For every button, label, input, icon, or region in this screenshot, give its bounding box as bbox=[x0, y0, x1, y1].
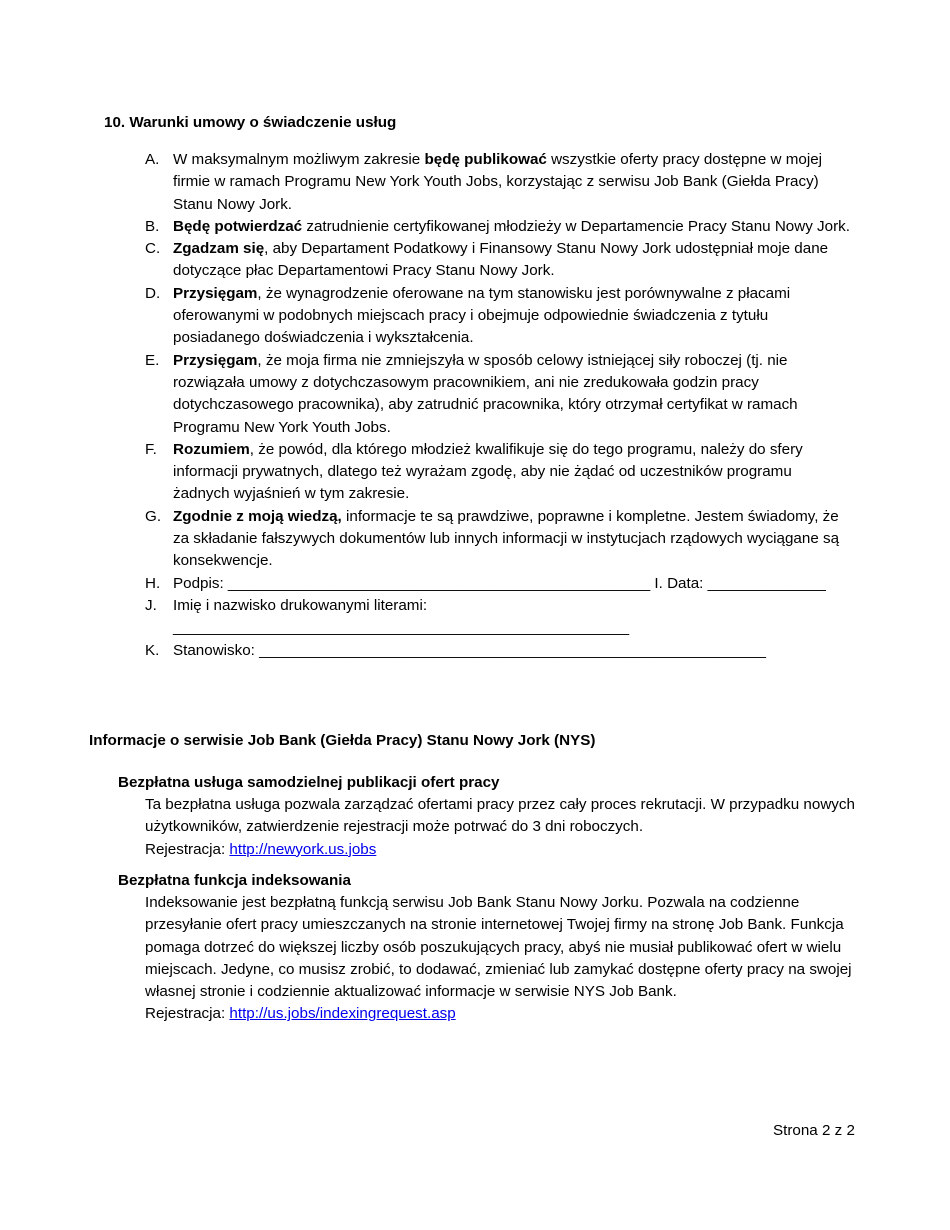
posting-heading: Bezpłatna usługa samodzielnej publikacji ofert pracy bbox=[118, 774, 500, 791]
posting-body: Ta bezpłatna usługa pozwala zarządzać ofertami pracy przez cały proces rekrutacji. W przypadku nowych użytkowników, zatwierdzenie rejestracji może potrwać do 3 dni roboczych. Rejestracja: http://newyork.us.jobs bbox=[145, 796, 855, 858]
terms-list bbox=[145, 149, 850, 662]
indexing-block bbox=[118, 870, 858, 1026]
printed-name-line: ______________________________________________________ bbox=[173, 619, 630, 637]
term-item-e: E. Przysięgam, że moja firma nie zmniejszyła w sposób celowy istniejącej siły roboczej (tj. nie rozwiązała umowy z dotychczasowym pracownikiem, ani nie zredukowała godzin pracy dotychczasowego pracownika), aby zatrudnić pracownika, który otrzymał certyfikat w ramach Programu New York Youth Jobs. bbox=[145, 351, 798, 436]
indexing-heading: Bezpłatna funkcja indeksowania bbox=[118, 872, 351, 889]
signature-date-field[interactable]: H. Podpis: __________________________________________________ I. Data: ______________ bbox=[145, 574, 826, 592]
indexing-link[interactable]: http://us.jobs/indexingrequest.asp bbox=[229, 1005, 456, 1023]
printed-name-field[interactable]: J. Imię i nazwisko drukowanymi literami: ______________________________________________________ bbox=[145, 596, 630, 637]
position-field[interactable]: K. Stanowisko: ____________________________________________________________ bbox=[145, 641, 766, 659]
term-item-c: C. Zgadzam się, aby Departament Podatkowy i Finansowy Stanu Nowy Jork udostępniał moje dane dotyczące płac Departamentowi Pracy Stanu Nowy Jork. bbox=[145, 240, 829, 280]
info-title: Informacje o serwisie Job Bank (Giełda Pracy) Stanu Nowy Jork (NYS) bbox=[89, 732, 596, 749]
posting-block bbox=[118, 772, 858, 861]
term-item-f: F. Rozumiem, że powód, dla którego młodzież kwalifikuje się do tego programu, należy do sfery informacji prywatnych, dlatego też wyrażam zgodę, aby nie żądać od uczestników programu żadnych wyjaśnień w tym zakresie. bbox=[145, 440, 803, 503]
term-item-a: A. W maksymalnym możliwym zakresie będę publikować wszystkie oferty pracy dostępne w mojej firmie w ramach Programu New York Youth Jobs, korzystając z serwisu Job Bank (Giełda Pracy) Stanu Nowy Jork. bbox=[145, 151, 823, 213]
page-number: Strona 2 z 2 bbox=[773, 1122, 855, 1139]
posting-link[interactable]: http://newyork.us.jobs bbox=[229, 840, 377, 858]
section-title: 10. Warunki umowy o świadczenie usług bbox=[104, 114, 397, 131]
term-item-b: B. Będę potwierdzać zatrudnienie certyfikowanej młodzieży w Departamencie Pracy Stanu Nowy Jork. bbox=[145, 217, 850, 235]
term-item-d: D. Przysięgam, że wynagrodzenie oferowane na tym stanowisku jest porównywalne z płacami oferowanymi w podobnych miejscach pracy i obejmuje odpowiednie świadczenia z tytułu posiadanego doświadczenia i wykształcenia. bbox=[145, 284, 791, 347]
indexing-body: Indeksowanie jest bezpłatną funkcją serwisu Job Bank Stanu Nowy Jorku. Pozwala na codzienne przesyłanie ofert pracy umieszczanych na stronie internetowej Twojej firmy na stronę Job Bank. Funkcja pomaga dotrzeć do większej liczby osób poszukujących pracy, abyś nie musiał publikować ofert w wielu miejscach. Jedyne, co musisz zrobić, to dodawać, zmieniać lub zamykać dostępne oferty pracy na swojej własnej stronie i codziennie aktualizować informacje w serwisie NYS Job Bank. Rejestracja: http://us.jobs/indexingrequest.asp bbox=[145, 894, 852, 1023]
term-item-g: G. Zgodnie z moją wiedzą, informacje te są prawdziwe, poprawne i kompletne. Jestem świadomy, że za składanie fałszywych dokumentów lub innych informacji w instytucjach rządowych wyciągane są konsekwencje. bbox=[145, 507, 840, 570]
